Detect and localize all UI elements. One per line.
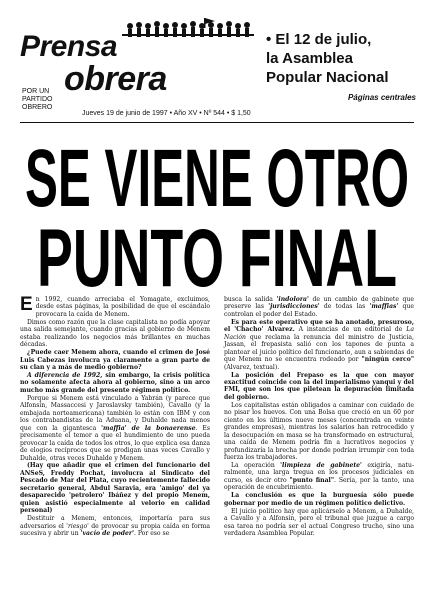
top-divider (20, 122, 414, 123)
tagline-line: PARTIDO (22, 96, 53, 103)
article-paragraph: En 1992, cuando arreciaba el Yomagate, excluimos, desde estas páginas, la posibilidad de que el escándalo provocara la caída de Menem. (20, 294, 210, 318)
logo-title-obrera: obrera (64, 60, 167, 98)
headline-line-1: SE VIENE OTRO (25, 133, 410, 224)
article-column-right (224, 296, 414, 538)
article-paragraph: Dimos como razón que la clase capitalista no podía apoyar una salida semejante, cuando gracias al gobierno de Menem estaba realizando los negocios más brillantes en muchas décadas. (20, 318, 210, 349)
lead-title-line: Popular Nacional (266, 69, 389, 86)
article-paragraph: Porque si Menem está vinculado a Yabrán (y parece que Alfonsín, Massaccesi y Jaroslavsky también), Cavallo (y la embajada norteamericana) también lo están con IBM y con los contrabandistas de la Aduana, y Duhalde nada menos que con la gigantesca 'maffia' de la bonaerense. Es precisamente el temor a que el hundimiento de uno pueda provocar la caída de todos los otros, lo que explica esa danza de elogios recíprocos que se prodigan unas veces Cavallo y Duhalde, otras veces Duhalde y Menem. (20, 394, 210, 462)
tagline-line: POR UN (22, 88, 50, 95)
article-paragraph: Los capitalistas están obligados a caminar con cuidado de no pisar los huevos. Con una Bolsa que creció en un 60 por ciento en los últimos nueve meses (concentrada en veinte grandes empresas), mientras los salarios han retrocedido y la desocupación en masa se ha transformado en estructural, una caída de Menem podría fin a lucrativos negocios y profundizaría la brecha por donde podrían irrumpir con toda fuerza los trabajadores. (224, 401, 414, 462)
article-paragraph: El juicio político hay que aplicárselo a Menem, a Duhalde, a Cavallo y a Alfonsín, pero el tribunal que juzgue a cargo esa tarea no podría ser el actual Congreso trucho, sino una verdadera Asamblea Popular. (224, 507, 414, 538)
article-paragraph: (Hay que añadir que el crimen del funcionario del ANSeS, Freddy Pochat, involucra al Sindicato del Pescado de Mar del Plata, cuyo recientemente fallecido secretario general, Abdul Saravia, era 'amigo' del ya desaparecido 'petrolero' Ibáñez y del propio Menem, quien asistió especialmente al velorio en calidad personal) (20, 462, 210, 515)
tagline (22, 88, 62, 112)
tagline-line: OBRERO (22, 104, 53, 111)
newspaper-logo (18, 18, 256, 120)
article-paragraph: A diferencia de 1992, sin embargo, la crisis política no solamente afecta ahora al gobierno, sino a un arco mucho más grande del presente régimen político. (20, 372, 210, 394)
lead-teaser (266, 30, 416, 102)
lead-title-line: • El 12 de julio, (266, 31, 372, 48)
article-paragraph: Destituir a Menem, entonces, importaría para sus adversarios el 'riesgo' de provocar su propia caída en forma sucesiva y abrir un 'vacío de poder'. Por eso se (20, 515, 210, 538)
lead-title-line: la Asamblea (266, 50, 353, 67)
main-headline (20, 132, 414, 292)
article-paragraph: La conclusión es que la burguesía sólo puede gobernar por medio de un régimen político delictivo. (224, 492, 414, 507)
logo-title-prensa: Prensa (20, 30, 118, 63)
masthead (18, 12, 414, 120)
lead-title (266, 30, 416, 87)
article-paragraph: Es para este operativo que se ha anotado, presuroso, el 'Chacho' Alvarez. A instancias de un editorial de La Nación que reclama la renuncia del ministro de Justicia, Jassan, el frepasista salió con los tapones de punta a plantear el juicio político del funcionario, aun a sabiendas de que Menem no se encuentra rodeado por "ningún cerco" (Alvarez, textual). (224, 318, 414, 371)
article-paragraph: ¿Puede caer Menem ahora, cuando el crimen de José Luis Cabezas involucra ya claramente a gran parte de su clan y a más de medio gobierno? (20, 349, 210, 372)
article-column-left (20, 296, 210, 538)
article-paragraph: La posición del Frepaso es la que con mayor exactitud coincide con la del imperialismo yanqui y del FMI, que son los que piletean la depuración limitada del gobierno. (224, 371, 414, 401)
article-paragraph: busca la salida 'indolora' de un cambio de gabinete que preserve las 'jurisdicciones' de todas las 'maffias' que controlan el poder del Estado. (224, 296, 414, 318)
drop-cap: E (20, 294, 33, 315)
lead-subtitle: Páginas centrales (347, 93, 416, 102)
article-paragraph: La operación 'limpieza de gabinete' exigiría, naturalmente, una larga tregua en los procesos judiciales en curso, es decir otro "punto final". Sería, por la tanto, una operación de encubrimiento. (224, 461, 414, 492)
dateline: Jueves 19 de junio de 1997 • Año XV • Nº 544 • $ 1,50 (82, 110, 251, 117)
headline-line-2: PUNTO FINAL (37, 213, 397, 292)
article-body (20, 296, 414, 588)
